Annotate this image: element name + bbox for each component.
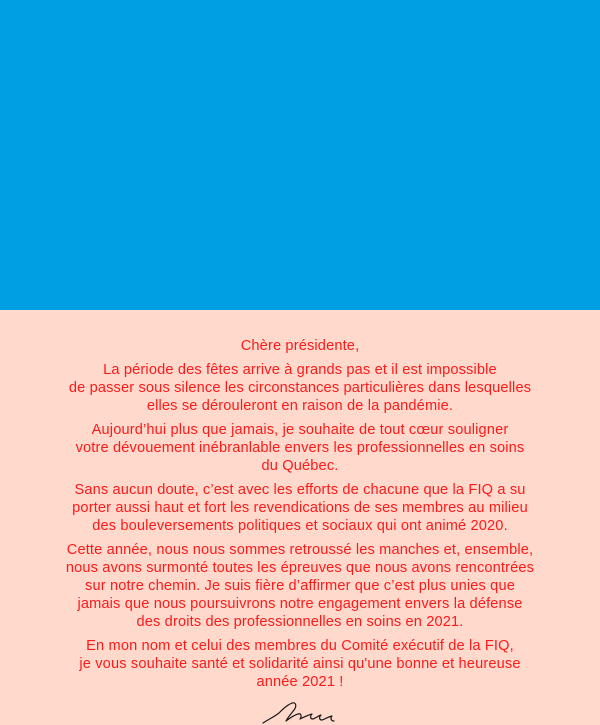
- salutation: [30, 337, 570, 355]
- hero-banner: [0, 0, 600, 310]
- paragraph-4-line-4: jamais que nous poursuivrons notre engagement envers la défense: [77, 596, 523, 612]
- paragraph-4-line-1: Cette année, nous nous sommes retroussé les manches et, ensemble,: [66, 542, 534, 558]
- paragraph-3: [30, 481, 570, 535]
- paragraph-2-line-3: du Québec.: [261, 458, 339, 474]
- paragraph-4-line-5: des droits des professionnelles en soins en 2021.: [136, 614, 464, 630]
- paragraph-2: [30, 421, 570, 475]
- paragraph-3-line-2: porter aussi haut et fort les revendications de ses membres au milieu: [72, 500, 528, 516]
- handwritten-signature: [255, 699, 345, 725]
- salutation-line: Chère présidente,: [240, 338, 360, 354]
- paragraph-2-line-2: votre dévouement inébranlable envers les professionnelles en soins: [75, 440, 525, 456]
- letter-section: [0, 310, 600, 720]
- paragraph-1-line-3: elles se dérouleront en raison de la pandémie.: [146, 398, 454, 414]
- paragraph-3-line-3: des bouleversements politiques et sociaux qui ont animé 2020.: [92, 518, 508, 534]
- paragraph-5: [30, 637, 570, 691]
- paragraph-1-line-1: La période des fêtes arrive à grands pas et il est impossible: [103, 362, 497, 378]
- paragraph-4: [30, 541, 570, 631]
- paragraph-4-line-3: sur notre chemin. Je suis fière d’affirmer que c’est plus unies que: [85, 578, 515, 594]
- paragraph-3-line-1: Sans aucun doute, c’est avec les efforts de chacune que la FIQ a su: [74, 482, 526, 498]
- paragraph-5-line-2: je vous souhaite santé et solidarité ainsi qu'une bonne et heureuse: [79, 656, 521, 672]
- paragraph-1: [30, 361, 570, 415]
- paragraph-1-line-2: de passer sous silence les circonstances particulières dans lesquelles: [68, 380, 532, 396]
- paragraph-2-line-1: Aujourd’hui plus que jamais, je souhaite de tout cœur souligner: [91, 422, 509, 438]
- paragraph-5-line-3: année 2021 !: [256, 674, 344, 690]
- paragraph-4-line-2: nous avons surmonté toutes les épreuves que nous avons rencontrées: [65, 560, 535, 576]
- paragraph-5-line-1: En mon nom et celui des membres du Comité exécutif de la FIQ,: [86, 638, 514, 654]
- letter-body: [30, 337, 570, 697]
